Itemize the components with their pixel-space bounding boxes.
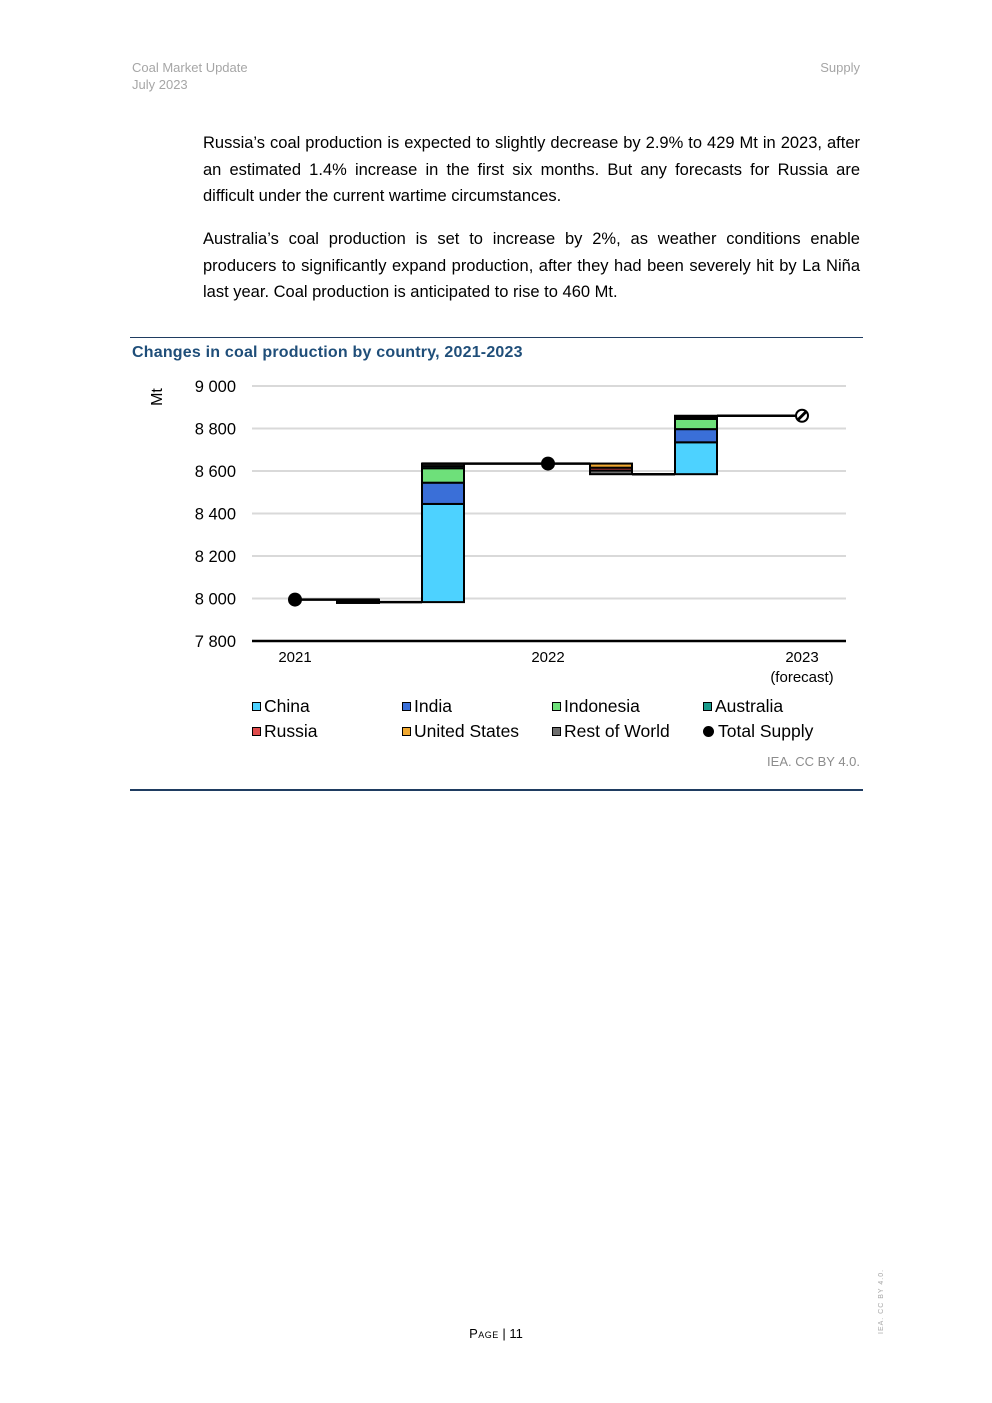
legend-label-russia: Russia <box>264 721 318 741</box>
legend-swatch-australia <box>703 702 712 711</box>
waterfall-chart <box>130 370 863 690</box>
y-tick-label-8600: 8 600 <box>194 463 236 481</box>
grid-layer <box>252 386 846 599</box>
legend-label-total-supply: Total Supply <box>718 721 814 741</box>
legend-label-australia: Australia <box>715 696 784 716</box>
legend-item-indonesia <box>552 696 640 717</box>
legend-swatch-rest-of-world <box>552 727 561 736</box>
page-word: Page <box>469 1326 499 1341</box>
paragraph-australia: Australia’s coal production is set to increase by 2%, as weather conditions enable producers to significantly expand production, after they had been severely hit by La Niña last year. Coal production is anticipated to rise to 460 Mt. <box>203 230 860 301</box>
section-name: Supply <box>820 60 860 75</box>
legend-marker-total-supply <box>703 726 714 737</box>
legend-label-india: India <box>414 696 452 716</box>
x-tick-label-2021: 2021 <box>278 649 312 666</box>
document-date: July 2023 <box>132 77 188 92</box>
legend-item-russia <box>252 721 318 742</box>
bar-2022-2023-rest-of-world <box>675 416 717 418</box>
paragraph-russia: Russia’s coal production is expected to slightly decrease by 2.9% to 429 Mt in 2023, after an estimated 1.4% increase in the first six months. But any forecasts for Russia are difficult under the current wartime circumstances. <box>203 134 860 205</box>
total-supply-marker-2022 <box>541 457 555 471</box>
bar-2022-2023-indonesia <box>675 419 717 429</box>
legend-label-indonesia: Indonesia <box>564 696 640 716</box>
y-tick-label-8200: 8 200 <box>194 548 236 566</box>
y-axis-label: Mt <box>149 388 166 406</box>
y-tick-label-8000: 8 000 <box>194 590 236 609</box>
legend-label-china: China <box>264 696 310 716</box>
bar-2021-2022-india <box>422 483 464 504</box>
chart-title: Changes in coal production by country, 2021-2023 <box>132 344 523 361</box>
bar-2021-2022-united-states <box>337 601 379 603</box>
legend-swatch-russia <box>252 727 261 736</box>
x-tick-label-forecast-note: (forecast) <box>770 669 834 686</box>
legend-swatch-united-states <box>402 727 411 736</box>
legend-item-australia <box>703 696 783 717</box>
y-tick-label-9000: 9 000 <box>194 378 236 396</box>
page-number: 11 <box>509 1326 523 1341</box>
bar-2021-2022-indonesia <box>422 468 464 482</box>
chart-top-rule <box>130 337 863 338</box>
legend-item-total-supply <box>703 721 813 742</box>
bar-layer <box>337 416 717 603</box>
bar-2021-2022-china <box>422 504 464 602</box>
bar-2022-2023-china <box>675 442 717 474</box>
legend-label-rest-of-world: Rest of World <box>564 721 670 741</box>
y-tick-label-7800: 7 800 <box>194 633 236 651</box>
x-tick-label-2023: 2023 <box>785 649 819 666</box>
line-layer <box>288 410 808 607</box>
legend-swatch-indonesia <box>552 702 561 711</box>
y-tick-label-8800: 8 800 <box>194 420 236 439</box>
running-header-left <box>132 59 248 93</box>
page-separator: | <box>502 1326 506 1341</box>
x-tick-label-2022: 2022 <box>531 649 565 666</box>
total-supply-marker-2021 <box>288 593 302 607</box>
legend-item-india <box>402 696 452 717</box>
legend-item-china <box>252 696 310 717</box>
y-tick-label-8400: 8 400 <box>194 505 236 524</box>
legend-item-united-states <box>402 721 519 742</box>
bar-2022-2023-india <box>675 429 717 442</box>
bar-2022-2023-rest-of-world <box>590 471 632 475</box>
legend-label-united-states: United States <box>414 721 520 741</box>
page-footer <box>0 1326 992 1341</box>
legend-item-rest-of-world <box>552 721 670 742</box>
chart-bottom-rule <box>130 789 863 791</box>
chart-source: IEA. CC BY 4.0. <box>767 754 860 769</box>
side-license: IEA. CC BY 4.0. <box>878 1268 885 1334</box>
document-title: Coal Market Update <box>132 60 248 75</box>
legend-swatch-china <box>252 702 261 711</box>
legend-swatch-india <box>402 702 411 711</box>
